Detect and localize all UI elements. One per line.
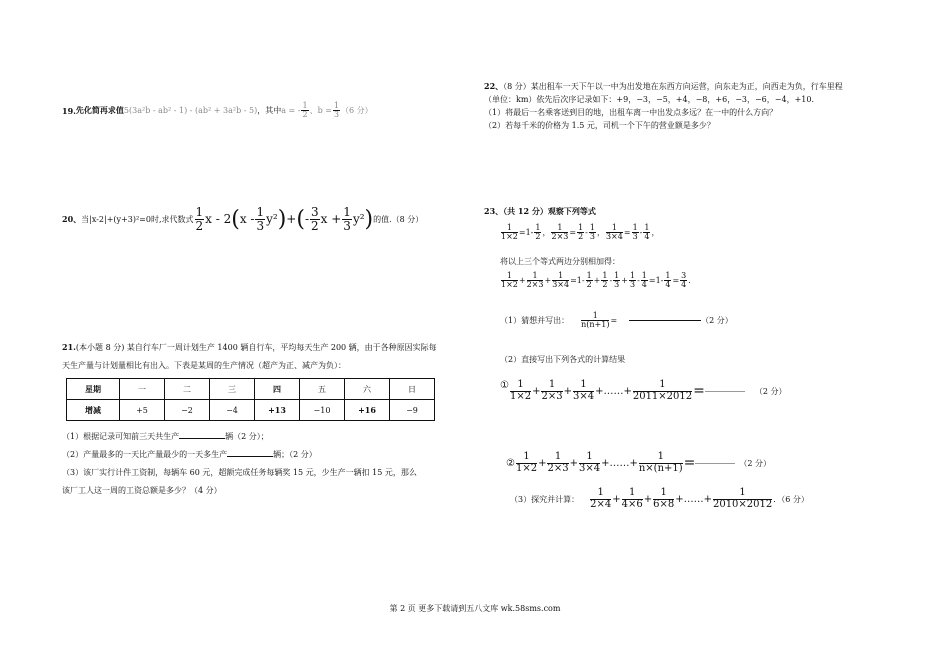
table-cell: +16 [345,400,390,421]
q23-equations: $\frac{1}{1\times 2}$ =1- $\frac{1}{2}$ ， $\frac{1}{2\times 3}$ = $\frac{1}{2}$ - $\frac{1}{3}$ ， $\frac{1}{3\times 4}$ = $\frac{1}{3}$ - $\frac{1}{4}$ ， [501,223,660,242]
answer-blank[interactable] [179,438,225,439]
table-cell: −4 [210,400,255,421]
q22-line1: （8 分）某出租车一天下午以一中为出发地在东西方向运营，向东走为正，向西走为负，行车里程 [503,82,843,91]
table-cell: −10 [300,400,345,421]
q20 [62,206,423,232]
q21-intro-line2: 天生产量与计划量相比有出入。下表是某周的生产情况（超产为正、减产为负）： [62,361,346,370]
q21-sub1-b: 辆（2 分）； [225,432,269,441]
q19-label: 19. [62,105,76,116]
table-cell: −9 [390,400,435,421]
q21-sub3-line2: 该厂工人这一周的工资总额是多少？（4 分） [62,486,222,495]
q23-sum-intro: 将以上三个等式两边分别相加得： [500,257,620,266]
answer-blank[interactable] [227,456,273,457]
q23-explore-points: ．（6 分） [773,494,809,504]
q20-label: 20、 [62,213,82,224]
table-cell: 增减 [67,400,120,421]
q23-guess-points: （2 分） [701,316,733,326]
q22-line3: （1）将最后一名乘客送到目的地，出租车离一中出发点多远？在一中的什么方向？ [484,108,778,117]
q21-sub2-b: 辆；（2 分） [273,450,317,459]
production-table [66,378,435,421]
table-header-row [67,379,435,400]
q19-a-fraction: $\frac{1}{2}$ [302,101,308,120]
q23-item2: ② $\frac{1}{1\times 2}$ + $\frac{1}{2\times 3}$ + $\frac{1}{3\times 4}$ +……+ $\frac{1}{n\times(n+1)}$ = （2 分） [506,451,772,474]
q23-guess-label: （1）猜想并写出： [500,316,570,326]
table-cell: +5 [120,400,165,421]
q21-intro-line1: (本小题 8 分) 某自行车厂一周计划生产 1400 辆自行车，平均每天生产 200 辆，由于各种原因实际每 [75,343,437,352]
q20-points: 的值.（8 分） [373,214,424,224]
table-cell: −2 [165,400,210,421]
q23-item2-points: （2 分） [739,458,772,468]
q19: 19. 先化简再求值 5(3a²b - ab² - 1) - (ab² + 3a²b - 5) ，其中 a = - $\frac{1}{2}$ 、 b = $\frac{1}{3}$ （6 分） [62,101,373,120]
q22-label: 22、 [484,81,504,91]
q22-line2: （单位：km）依先后次序记录如下：+9，−3，−5，+4，−8，+6，−3，−6，−4，+10. [484,95,814,104]
q20-expression: $\frac{1}{2}$ x - 2 ( x - $\frac{1}{3}$ y² ) + ( - $\frac{3}{2}$ x + $\frac{1}{3}$ y² ) [195,205,374,233]
q19-expression: 5(3a²b - ab² - 1) - (ab² + 3a²b - 5) [123,106,258,116]
q23-explore-label: （3）探究并计算： [510,494,580,504]
q23-item2-mark: ② [506,457,515,469]
table-cell: 五 [300,379,345,400]
q23-title: （共 12 分）观察下列等式 [503,206,596,216]
table-cell: 日 [390,379,435,400]
q23-item1-points: （2 分） [754,386,787,396]
table-row [67,400,435,421]
table-cell: 星期 [67,379,120,400]
q23-heading [484,206,596,217]
table-cell: 三 [210,379,255,400]
q19-a-prefix: a = - [281,106,301,116]
q19-title: 先化简再求值 [75,105,124,116]
q21-label: 21. [62,342,76,352]
table-cell: 二 [165,379,210,400]
table-cell: 六 [345,379,390,400]
q19-given: ，其中 [257,106,282,116]
q21-sub2-a: （2）产量最多的一天比产量最少的一天多生产 [62,450,228,459]
q19-b-prefix: b = [317,106,332,116]
q23-sum-equation: $\frac{1}{1\times 2}$ + $\frac{1}{2\times 3}$ + $\frac{1}{3\times 4}$ =1- $\frac{1}{2}$ + $\frac{1}{2}$ - $\frac{1}{3}$ + $\frac{1}{3}$ - $\frac{1}{4}$ =1- $\frac{1}{4}$ = $\frac{3}{4}$ . [501,271,691,290]
answer-blank[interactable] [629,320,701,321]
q21-subquestions [62,428,482,500]
answer-blank[interactable] [705,391,745,392]
table-cell: 一 [120,379,165,400]
answer-blank[interactable] [695,463,735,464]
q19-b-fraction: $\frac{1}{3}$ [333,101,340,120]
q19-points: （6 分） [341,106,373,116]
q23-direct: （2）直接写出下列各式的计算结果 [500,355,626,364]
q23-explore: （3）探究并计算： $\frac{1}{2\times 4}$ + $\frac{1}{4\times 6}$ + $\frac{1}{6\times 8}$ +……+ $\frac{1}{2010\times 2012}$ ．（6 分） [510,487,809,510]
q23-label: 23、 [484,206,504,216]
q22-line4: （2）若每千米的价格为 1.5 元，司机一个下午的营业额是多少？ [484,121,715,130]
q22 [484,80,904,132]
q21-sub1-a: （1）根据记录可知前三天共生产 [62,432,180,441]
q21 [62,338,467,375]
page-footer: 第 2 页 更多下载请到五八文库 wk.58sms.com [389,604,561,613]
table-cell: +13 [255,400,300,421]
q23-item1: ① $\frac{1}{1\times 2}$ + $\frac{1}{2\times 3}$ + $\frac{1}{3\times 4}$ +……+ $\frac{1}{2011\times 2012}$ = （2 分） [500,379,787,402]
q20-condition: 当|x-2|+(y+3)²=0时,求代数式 [81,214,194,224]
table-cell: 四 [255,379,300,400]
q23-item1-mark: ① [500,380,509,391]
q23-guess: （1）猜想并写出： $\frac{1}{n(n+1)}$ = （2 分） [500,311,733,330]
q21-sub3-line1: （3）该厂实行计件工资制，每辆车 60 元，超额完成任务每辆奖 15 元，少生产一辆扣 15 元，那么 [62,468,417,477]
